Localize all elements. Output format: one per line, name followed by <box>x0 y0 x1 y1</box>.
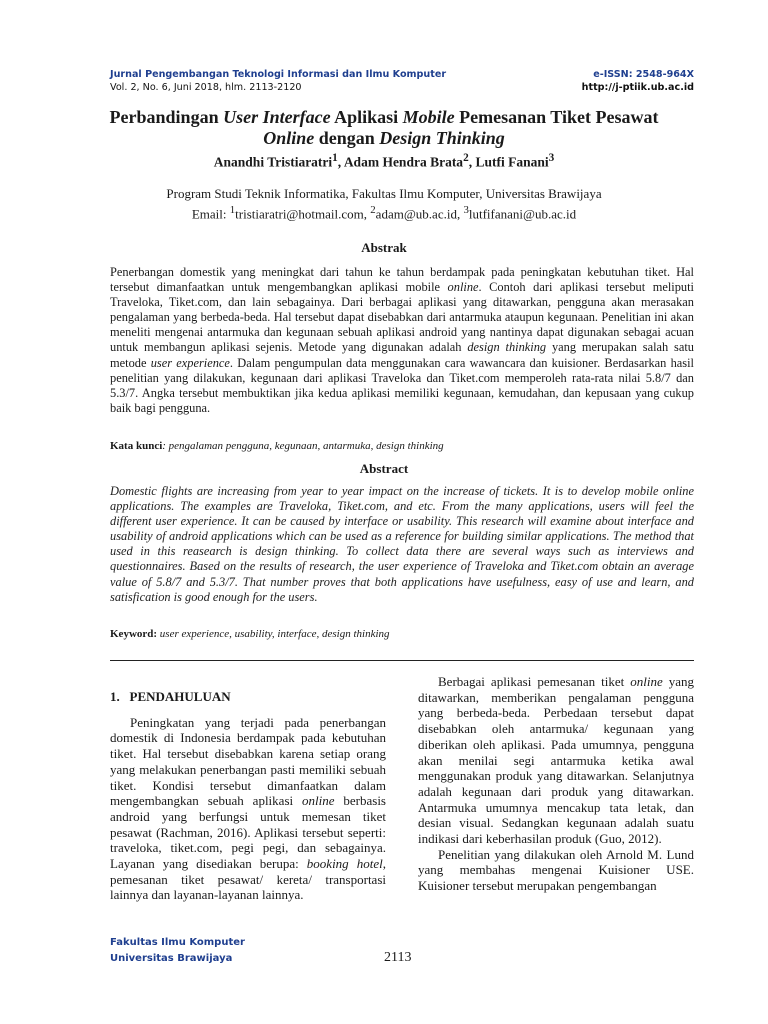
left-column <box>110 689 386 903</box>
email-sup: 3 <box>463 204 469 216</box>
author-sup: 2 <box>463 152 469 164</box>
abstrak-heading: Abstrak <box>361 240 407 255</box>
right-run: Berbagai aplikasi pemesanan tiket <box>438 674 631 689</box>
abstrak-run: . Contoh dari aplikasi tersebut meliputi Traveloka, Tiket.com, dan lain sebagainya. Dari berbagai aplikasi yang ditawarkan, pengguna akan merasakan pengalaman yang berbeda-beda. Hal tersebut dapat disebabkan dari antarmuka ataupun kegunaan. Penelitian ini akan meneliti mengenai antarmuka dan kegunaan sebuah aplikasi android yang nantinya dapat digunakan sebagai acuan untuk membangun aplikasi sejenis. Metode yang digunakan adalah <box>110 280 694 355</box>
author-sep: , <box>468 154 476 170</box>
email-sup: 2 <box>370 204 376 216</box>
title-part: Design Thinking <box>379 128 505 148</box>
email-address[interactable]: lutfifanani@ub.ac.id <box>468 206 577 222</box>
intro-run: , pemesanan tiket pesawat/ kereta/ transportasi lainnya dan layanan-layanan lainnya. <box>110 856 386 903</box>
intro-run: Peningkatan yang terjadi pada penerbangan domestik di Indonesia berdampak pada kebutuhan tiket. Hal tersebut disebabkan karena setiap orang yang melakukan penerbangan pasti memiliki sebuah tiket. Kondisi tersebut dimanfaatkan dalam mengembangkan sebuah aplikasi <box>110 714 386 809</box>
title-part: Pemesanan Tiket Pesawat <box>454 107 659 127</box>
program-name: Program Studi Teknik Informatika, Fakultas Ilmu Komputer, Universitas Brawijaya <box>166 186 602 201</box>
email-label: Email: <box>191 206 230 222</box>
author-name: Anandhi Tristiaratri <box>213 154 333 170</box>
right-column <box>418 674 694 894</box>
email-sup: 1 <box>229 204 236 216</box>
author-name: Adam Hendra Brata <box>343 154 464 170</box>
running-header <box>110 68 694 94</box>
author-sup: 1 <box>332 152 338 164</box>
intro-run: online <box>302 793 335 809</box>
abstrak-run: online <box>447 280 479 295</box>
right-run: online <box>630 674 663 689</box>
author-sep: , <box>337 154 344 170</box>
title-part: Mobile <box>402 107 455 127</box>
footer-affiliation <box>110 935 245 967</box>
paper-title <box>100 107 668 149</box>
journal-url[interactable]: http://j-ptiik.ub.ac.id <box>581 82 694 93</box>
email-line <box>100 202 668 222</box>
keyword-text: user experience, usability, interface, design thinking <box>157 628 390 640</box>
abstrak-run: . Dalam pengumpulan data menggunakan cara wawancara dan kuisioner. Berdasarkan hasil penelitian yang dilakukan, kegunaan dari aplikasi Traveloka dan Tiket.com memperoleh rata-rata nilai 5.8/7 dan 5.3/7. Angka tersebut membuktikan jika kedua aplikasi memiliki kegunaan, kemudahan, dan kepusaan yang cukup baik bagi pengguna. <box>110 355 694 415</box>
intro-run: berbasis android yang berfungsi untuk memesan tiket pesawat (Rachman, 2016). Aplikasi tersebut seperti: traveloka, tiket.com, pegi pegi, dan sebagainya. Layanan yang disediakan berupa: <box>110 793 386 872</box>
email-address[interactable]: tristiaratri@hotmail.com, <box>235 206 371 222</box>
title-part: User Interface <box>223 107 331 127</box>
keyword-label: Keyword: <box>110 628 158 640</box>
abstrak-run: user experience <box>150 355 230 370</box>
page-number: 2113 <box>384 950 412 965</box>
abstract-heading: Abstract <box>359 461 409 476</box>
intro-paragraph <box>110 715 386 903</box>
abstract-text: Domestic flights are increasing from year to year impact on the increase of tickets. It is to develop mobile online applications. The examples are Traveloka, Tiket.com, and etc. From the many applications, users will feel the different user experience. It can be caused by interface or usability. This research will examine about interface and usability of android applications which can be used as a reference for building similar applications. The method that used in this reasearch is design thinking. To collect data there are several ways such as interviews and questionnaires. Based on the results of research, the user experience of Traveloka and Tiket.com obtain an average value of 5.8/7 and 5.3/7. That number proves that both applications have usefulness, easy of use and learn, and satisfication is good enough for the users. <box>110 484 694 604</box>
right-run: yang ditawarkan, memberikan pengalaman pengguna yang berbeda-beda. Perbedaan tersebut dapat disebabkan oleh antarmuka/ kegunaan yang diberikan oleh aplikasi. Pada umumnya, pengguna akan menilai segi antarmuka ketika awal menggunakan produk yang ditawarkan. Selanjutnya adalah kegunaan dari produk yang ditawarkan. Antarmuka umumnya mencakup tata letak, dan desian visual. Sedangkan kegunaan adalah suatu indikasi dari keberhasilan produk (Guo, 2012). <box>418 674 694 847</box>
journal-name: Jurnal Pengembangan Teknologi Informasi dan Ilmu Komputer <box>110 69 447 80</box>
title-part: Online <box>263 128 315 148</box>
right-paragraph-1 <box>418 674 694 847</box>
intro-run: booking hotel <box>306 856 383 872</box>
section-divider <box>110 660 694 661</box>
author-name: Lutfi Fanani <box>475 154 549 170</box>
kata-kunci-text: : pengalaman pengguna, kegunaan, antarmuka, design thinking <box>162 440 444 452</box>
kata-kunci-label: Kata kunci <box>110 440 163 452</box>
author-sup: 3 <box>548 152 555 164</box>
affiliation <box>100 186 668 222</box>
abstrak-run: design thinking <box>467 340 547 355</box>
abstrak-text <box>110 265 694 416</box>
section-heading: 1. PENDAHULUAN <box>110 689 231 704</box>
issn: e-ISSN: 2548-964X <box>593 69 694 80</box>
keyword-line <box>110 628 694 640</box>
kata-kunci <box>110 440 694 452</box>
title-part: Aplikasi <box>330 107 403 127</box>
title-part: Perbandingan <box>109 107 224 127</box>
volume-info: Vol. 2, No. 6, Juni 2018, hlm. 2113-2120 <box>110 82 302 93</box>
email-address[interactable]: adam@ub.ac.id, <box>375 206 464 222</box>
abstrak-run: Penerbangan domestik yang meningkat dari tahun ke tahun berdampak pada peningkatan kebutuhan tiket. Hal tersebut dimanfaatkan untuk mengembangkan aplikasi mobile <box>110 265 694 295</box>
footer-faculty: Fakultas Ilmu Komputer <box>110 937 245 948</box>
author-list <box>100 152 668 171</box>
right-paragraph-2: Penelitian yang dilakukan oleh Arnold M. Lund yang membahas mengenai Kuisioner USE. Kuisioner tersebut merupakan pengembangan <box>418 846 694 894</box>
abstrak-run: yang merupakan salah satu metode <box>110 340 694 370</box>
footer-university: Universitas Brawijaya <box>110 953 233 964</box>
title-part: dengan <box>314 128 380 148</box>
